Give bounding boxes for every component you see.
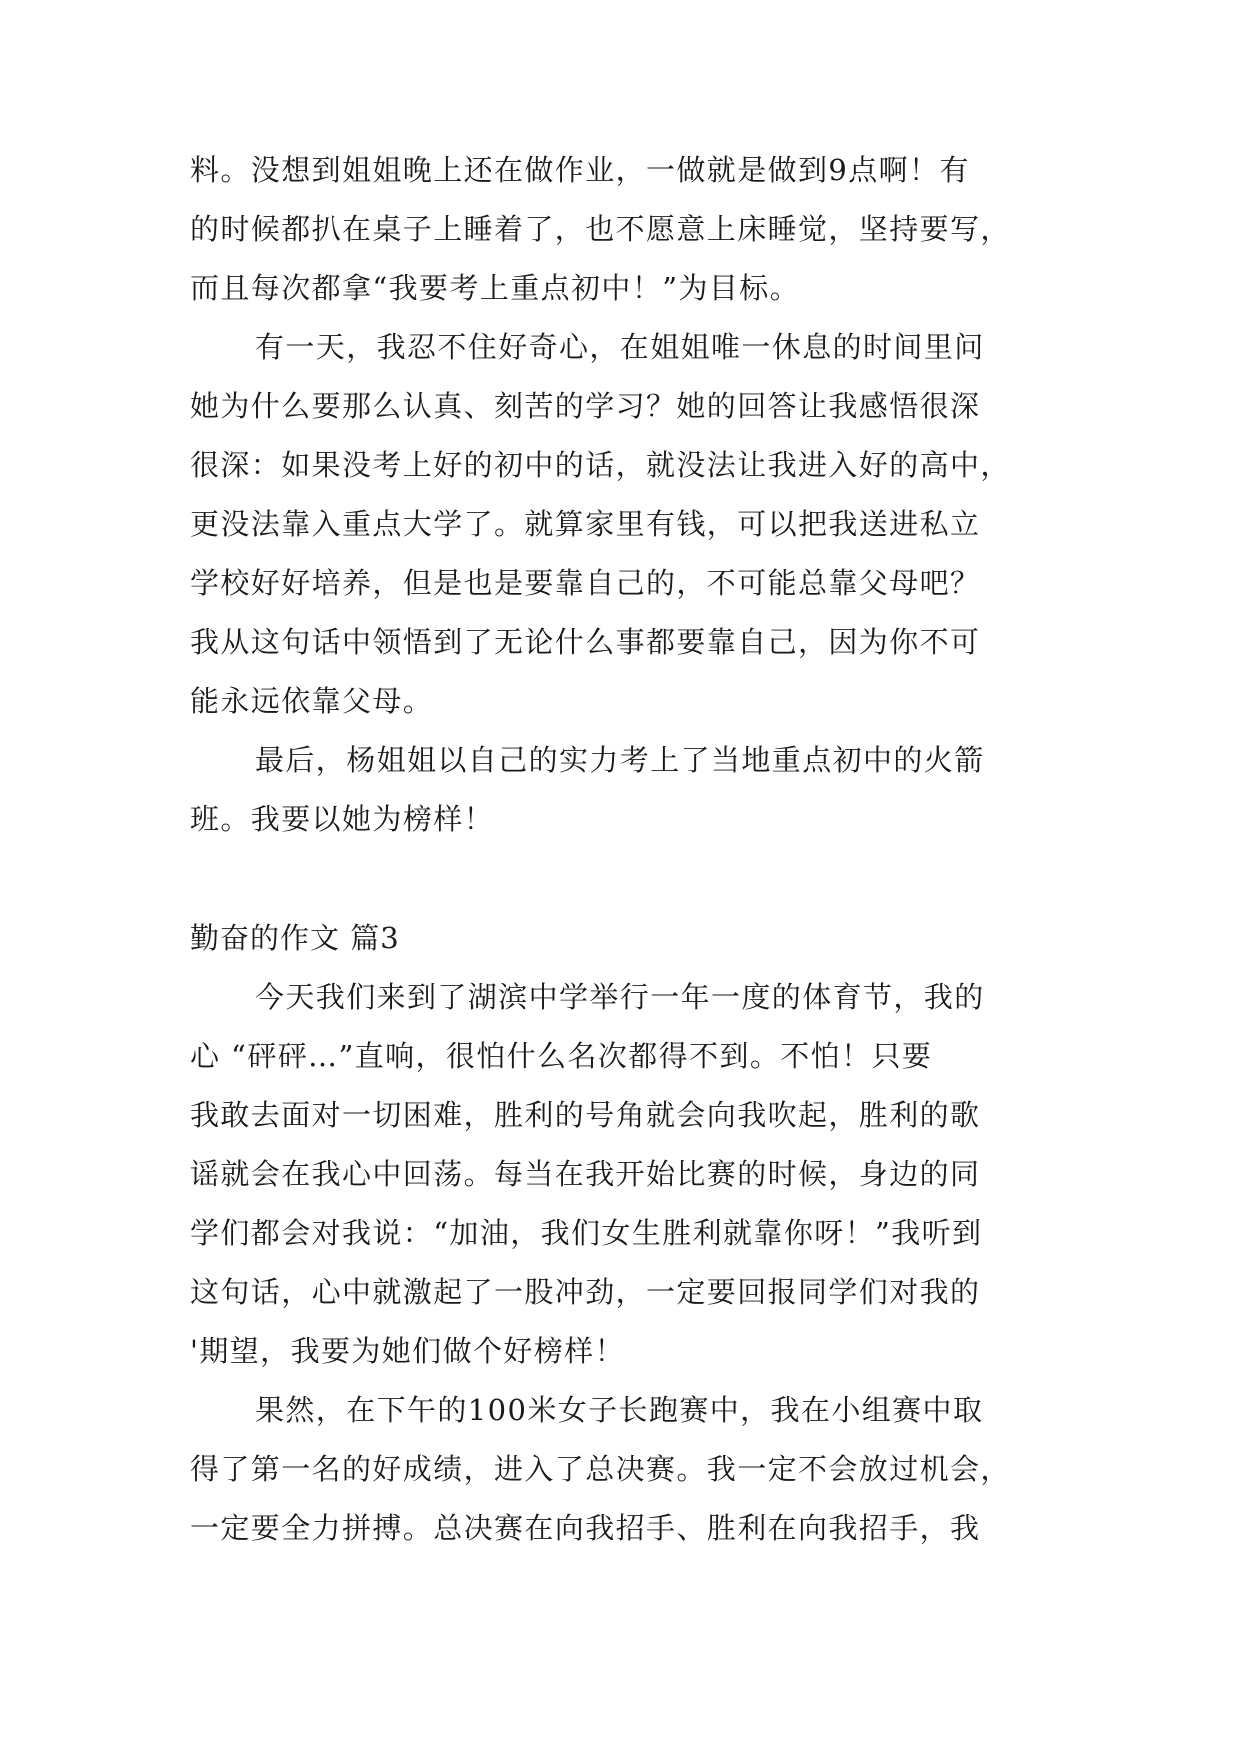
text-line: 最后，杨姐姐以自己的实力考上了当地重点初中的火箭 <box>255 743 985 777</box>
text-line: 学校好好培养，但是也是要靠自己的，不可能总靠父母吧？ <box>190 566 981 600</box>
text-line: 这句话，心中就激起了一股冲劲，一定要回报同学们对我的 <box>190 1275 981 1309</box>
text-line: 很深：如果没考上好的初中的话，就没法让我进入好的高中， <box>190 448 1011 482</box>
text-line: 学们都会对我说：“加油，我们女生胜利就靠你呀！”我听到 <box>190 1216 983 1250</box>
text-line: 谣就会在我心中回荡。每当在我开始比赛的时候，身边的同 <box>190 1157 981 1191</box>
text-line: 她为什么要那么认真、刻苦的学习？她的回答让我感悟很深 <box>190 389 981 423</box>
section-title: 勤奋的作文 篇3 <box>190 921 400 955</box>
text-line: 更没法靠入重点大学了。就算家里有钱，可以把我送进私立 <box>190 507 981 541</box>
text-line: 料。没想到姐姐晚上还在做作业，一做就是做到9点啊！有 <box>190 153 970 187</box>
text-line: 的时候都扒在桌子上睡着了，也不愿意上床睡觉，坚持要写， <box>190 212 1011 246</box>
text-line: 我从这句话中领悟到了无论什么事都要靠自己，因为你不可 <box>190 625 981 659</box>
text-line: 果然，在下午的100米女子长跑赛中，我在小组赛中取 <box>255 1393 984 1427</box>
text-line: '期望，我要为她们做个好榜样！ <box>190 1334 625 1368</box>
text-line: 能永远依靠父母。 <box>190 684 434 718</box>
text-line: 有一天，我忍不住好奇心，在姐姐唯一休息的时间里问 <box>255 330 985 364</box>
text-line: 心 “砰砰…”直响，很怕什么名次都得不到。不怕！只要 <box>190 1039 933 1073</box>
text-line: 班。我要以她为榜样！ <box>190 802 495 836</box>
text-line: 得了第一名的好成绩，进入了总决赛。我一定不会放过机会， <box>190 1452 1011 1486</box>
text-line: 今天我们来到了湖滨中学举行一年一度的体育节，我的 <box>255 980 985 1014</box>
text-line: 而且每次都拿“我要考上重点初中！”为目标。 <box>190 271 801 305</box>
text-line: 一定要全力拼搏。总决赛在向我招手、胜利在向我招手，我 <box>190 1511 981 1545</box>
text-line: 我敢去面对一切困难，胜利的号角就会向我吹起，胜利的歌 <box>190 1098 981 1132</box>
